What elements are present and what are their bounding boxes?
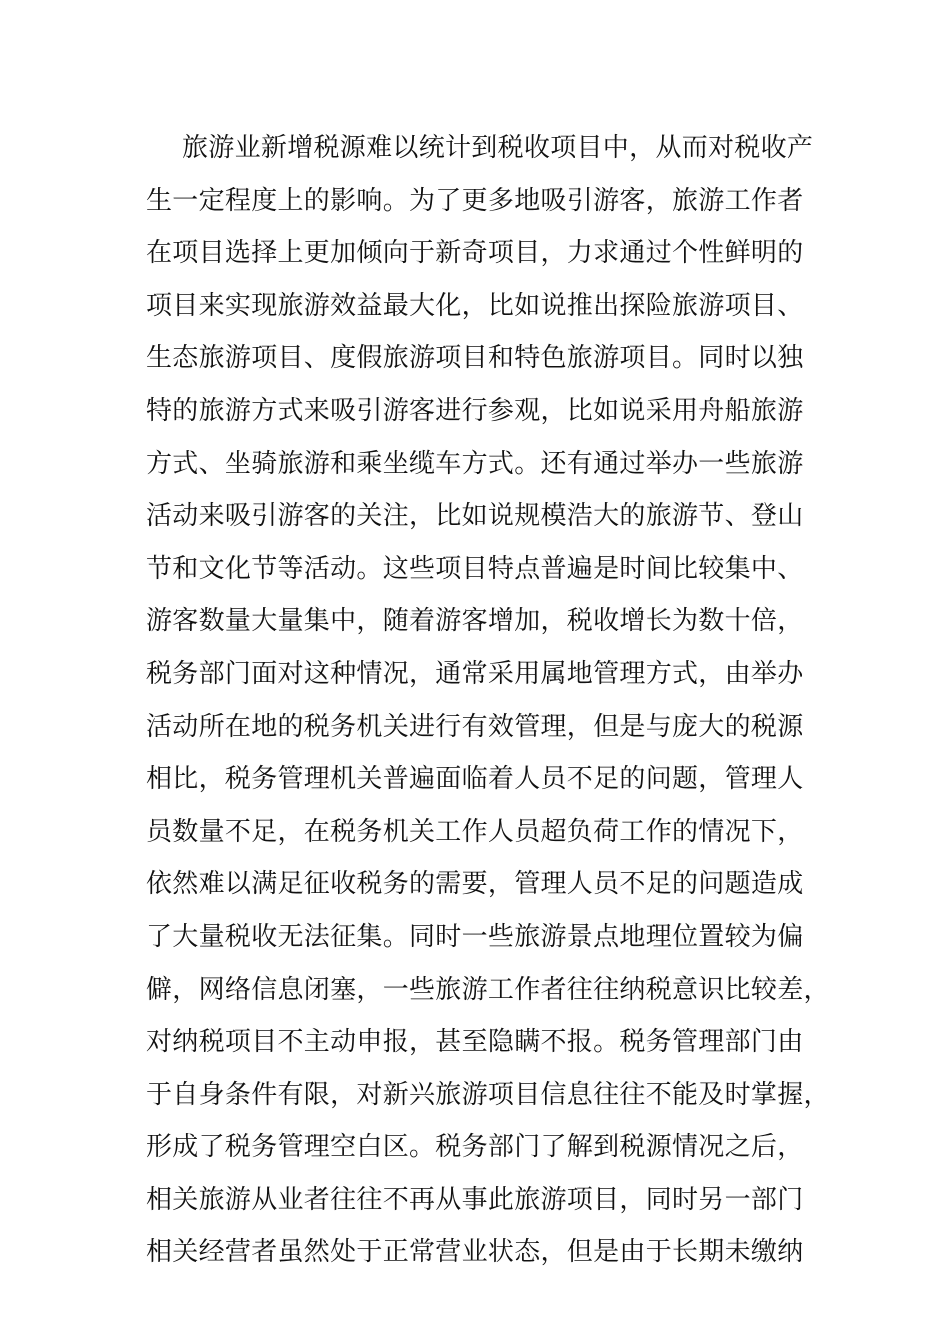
paragraph-line: 相比，税务管理机关普遍面临着人员不足的问题，管理人 bbox=[146, 764, 804, 795]
paragraph-line: 特的旅游方式来吸引游客进行参观，比如说采用舟船旅游 bbox=[146, 395, 804, 426]
paragraph-line: 生态旅游项目、度假旅游项目和特色旅游项目。同时以独 bbox=[146, 343, 804, 374]
paragraph-line: 僻，网络信息闭塞，一些旅游工作者往往纳税意识比较差， bbox=[146, 974, 830, 1005]
paragraph-line: 活动所在地的税务机关进行有效管理，但是与庞大的税源 bbox=[146, 711, 804, 742]
body-paragraph bbox=[146, 126, 830, 1283]
paragraph-line: 旅游业新增税源难以统计到税收项目中，从而对税收产 bbox=[182, 133, 814, 163]
paragraph-line: 依然难以满足征收税务的需要，管理人员不足的问题造成 bbox=[146, 869, 804, 900]
paragraph-line: 活动来吸引游客的关注，比如说规模浩大的旅游节、登山 bbox=[146, 501, 804, 532]
paragraph-line: 员数量不足，在税务机关工作人员超负荷工作的情况下， bbox=[146, 816, 804, 847]
paragraph-line: 形成了税务管理空白区。税务部门了解到税源情况之后， bbox=[146, 1132, 804, 1163]
paragraph-line: 相关旅游从业者往往不再从事此旅游项目，同时另一部门 bbox=[146, 1184, 804, 1215]
paragraph-line: 对纳税项目不主动申报，甚至隐瞒不报。税务管理部门由 bbox=[146, 1027, 804, 1058]
paragraph-line: 生一定程度上的影响。为了更多地吸引游客，旅游工作者 bbox=[146, 185, 804, 216]
paragraph-line: 项目来实现旅游效益最大化，比如说推出探险旅游项目、 bbox=[146, 290, 804, 321]
paragraph-line: 方式、坐骑旅游和乘坐缆车方式。还有通过举办一些旅游 bbox=[146, 448, 804, 479]
paragraph-line: 了大量税收无法征集。同时一些旅游景点地理位置较为偏 bbox=[146, 921, 804, 952]
paragraph-line: 相关经营者虽然处于正常营业状态，但是由于长期未缴纳 bbox=[146, 1237, 804, 1268]
paragraph-line: 于自身条件有限，对新兴旅游项目信息往往不能及时掌握， bbox=[146, 1079, 830, 1110]
paragraph-line: 节和文化节等活动。这些项目特点普遍是时间比较集中、 bbox=[146, 553, 804, 584]
paragraph-line: 在项目选择上更加倾向于新奇项目，力求通过个性鲜明的 bbox=[146, 238, 804, 269]
paragraph-line: 游客数量大量集中，随着游客增加，税收增长为数十倍， bbox=[146, 606, 804, 637]
paragraph-line: 税务部门面对这种情况，通常采用属地管理方式，由举办 bbox=[146, 658, 804, 689]
